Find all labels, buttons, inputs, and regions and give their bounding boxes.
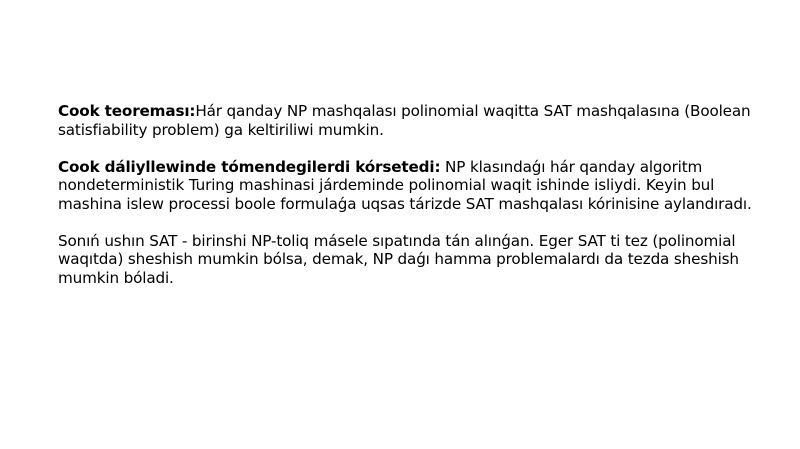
text-body — [58, 102, 758, 306]
paragraph-sat-conclusion — [58, 232, 758, 288]
paragraph-cook-proof — [58, 158, 758, 214]
paragraph-lead-cook-theorem: Cook teoreması: — [58, 102, 196, 120]
paragraph-text-cook-proof: NP klasındaǵı hár qanday algoritm nondeterministik Turing mashinasi járdeminde polinomial waqit ishinde isliydi. Keyin bul mashina islew processi boole formulaǵa uqsas tárizde SAT mashqalası kórinisine aylandıradı. — [58, 157, 752, 213]
paragraph-lead-cook-proof: Cook dáliyllewinde tómendegilerdi kórsetedi: — [58, 157, 441, 176]
paragraph-cook-theorem — [58, 102, 758, 139]
paragraph-text-cook-theorem: Hár qanday NP mashqalası polinomial waqitta SAT mashqalasına (Boolean satisfiability problem) ga keltiriliwi mumkin. — [58, 102, 751, 139]
paragraph-text-sat-conclusion: Sonıń ushın SAT - birinshi NP-toliq másele sıpatında tán alınǵan. Eger SAT ti tez (polinomial waqıtda) sheshish mumkin bólsa, demak, NP daǵı hamma problemalardı da tezda sheshish mumkin bóladi. — [58, 231, 739, 287]
